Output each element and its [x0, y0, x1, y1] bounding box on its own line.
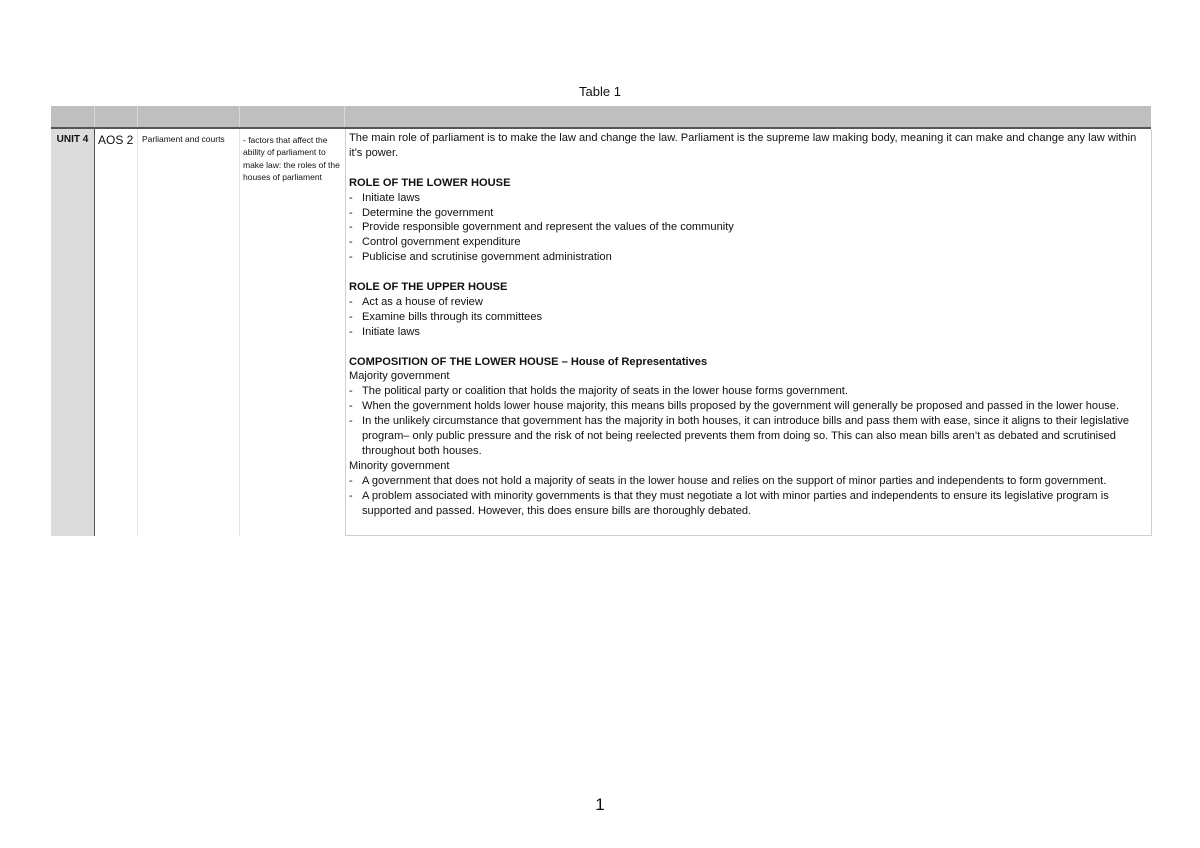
unit-cell: UNIT 4	[56, 134, 89, 145]
list-item: - A problem associated with minority governments is that they must negotiate a lot with minor parties and independents to ensure its legislative program is supported and passed. However, this does ensure bills are thoroughly debated.	[349, 489, 1109, 517]
aos-cell: AOS 2	[98, 133, 134, 147]
content-cell	[349, 131, 1149, 519]
list-dash: -	[349, 400, 353, 413]
list-dash: -	[349, 191, 353, 204]
lower-house-list	[349, 191, 1149, 266]
list-item: - Control government expenditure	[349, 236, 521, 249]
table-header-row	[51, 106, 1151, 127]
upper-house-list	[349, 295, 1149, 340]
notes-table	[51, 106, 1151, 536]
list-item: - Initiate laws	[349, 325, 420, 338]
list-dash: -	[349, 325, 353, 338]
list-dash: -	[349, 415, 353, 428]
page-number: 1	[595, 795, 605, 814]
list-item: - Publicise and scrutinise government administration	[349, 251, 612, 264]
unit-column-shade	[51, 129, 94, 536]
upper-house-heading: ROLE OF THE UPPER HOUSE	[349, 281, 508, 294]
intro-paragraph: The main role of parliament is to make the law and change the law. Parliament is the supreme law making body, meaning it can make and change any law within it’s power.	[349, 132, 1137, 159]
list-dash: -	[349, 206, 353, 219]
list-item: - Act as a house of review	[349, 295, 483, 308]
list-item: - A government that does not hold a majority of seats in the lower house and relies on the support of minor parties and independents to form government.	[349, 474, 1107, 487]
lower-house-heading: ROLE OF THE LOWER HOUSE	[349, 176, 511, 189]
majority-list	[349, 384, 1149, 459]
column-divider	[94, 129, 95, 536]
list-dash: -	[349, 385, 353, 398]
column-divider	[137, 129, 138, 536]
minority-list	[349, 474, 1149, 519]
header-separator	[94, 106, 95, 127]
list-item: - Examine bills through its committees	[349, 310, 543, 323]
list-dash: -	[349, 474, 353, 487]
list-dash: -	[349, 221, 353, 234]
composition-heading: COMPOSITION OF THE LOWER HOUSE – House of Representatives	[349, 355, 708, 368]
list-dash: -	[349, 236, 353, 249]
list-dash: -	[349, 251, 353, 264]
dot-point-cell: - factors that affect the ability of parliament to make law: the roles of the houses of parliament	[243, 135, 340, 183]
header-separator	[137, 106, 138, 127]
topic-cell: Parliament and courts	[142, 134, 225, 144]
list-item: - In the unlikely circumstance that government has the majority in both houses, it can introduce bills and pass them with ease, since it aligns to their legislative program– only public pressure and the risk of not being reelected prevents them from doing so. This can also mean bills aren’t as debated and scrutinised throughout both houses.	[349, 415, 1130, 457]
list-item: - Provide responsible government and represent the values of the community	[349, 221, 734, 234]
header-separator	[344, 106, 345, 127]
list-dash: -	[349, 310, 353, 323]
header-separator	[239, 106, 240, 127]
minority-label: Minority government	[349, 459, 450, 472]
column-divider	[239, 129, 240, 536]
list-item: - The political party or coalition that holds the majority of seats in the lower house forms government.	[349, 385, 848, 398]
list-item: - Initiate laws	[349, 191, 420, 204]
majority-label: Majority government	[349, 370, 450, 383]
table-title: Table 1	[579, 84, 621, 99]
list-dash: -	[349, 489, 353, 502]
list-item: - When the government holds lower house majority, this means bills proposed by the government will generally be proposed and passed in the lower house.	[349, 400, 1120, 413]
list-item: - Determine the government	[349, 206, 494, 219]
list-dash: -	[349, 295, 353, 308]
